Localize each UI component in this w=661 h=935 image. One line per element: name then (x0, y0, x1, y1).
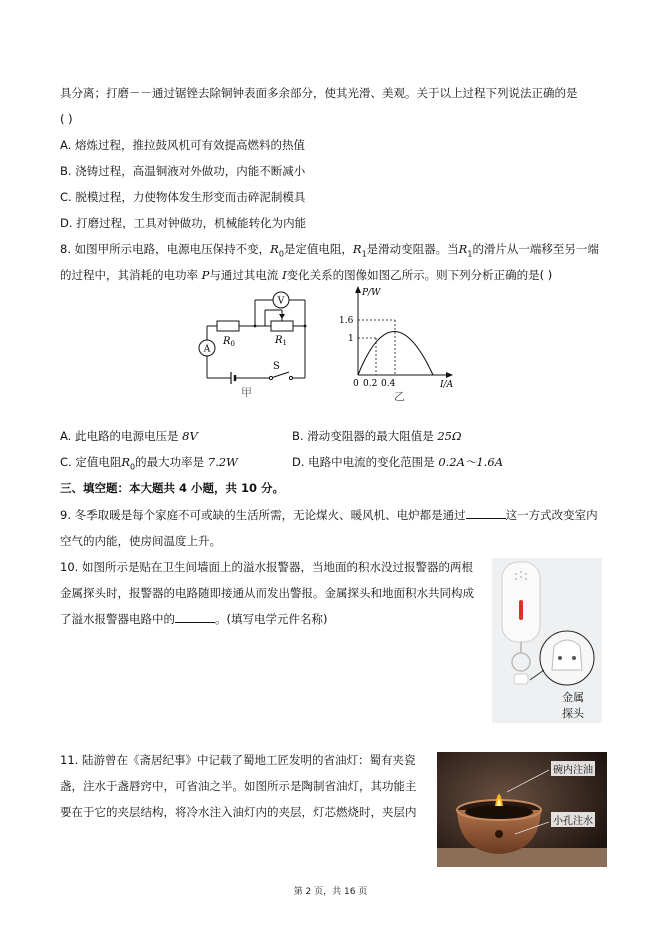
q8-stem-line-1: 8. 如图甲所示电路，电源电压保持不变，$R_0$是定值电阻，$R_1$是滑动变阻器。当$R_1$的滑片从一端移至另一端 (60, 242, 599, 259)
q7-option-b: B. 浇铸过程，高温铜液对外做功，内能不断减小 (60, 164, 306, 178)
q10-stem-line-3: 了溢水报警器电路中的 。(填写电学元件名称) (60, 612, 328, 626)
q11-stem-line-3: 要在于它的夹层结构，将冷水注入油灯内的夹层，灯芯燃烧时，夹层内 (60, 805, 417, 819)
q11-photo-label-1: 碗内注油 (551, 761, 595, 776)
graph-x-tick-0: 0 (353, 379, 359, 389)
switch-label: S (273, 361, 280, 372)
section-heading-fill-in: 三、填空题：本大题共 4 小题，共 10 分。 (60, 481, 285, 495)
q8-option-a: A. 此电路的电源电压是 8V (60, 429, 198, 443)
graph-caption: 乙 (394, 390, 405, 403)
graph-x-tick-0-4: 0.4 (381, 379, 396, 389)
q10-stem-line-2: 金属探头时，报警器的电路随即接通从而发出警报。金属探头和地面积水共同构成 (60, 586, 474, 600)
q8-option-c: C. 定值电阻$R_0$的最大功率是 7.2W (60, 455, 238, 472)
graph-y-axis-label: P/W (362, 288, 381, 298)
r1-label: $R_1$ (275, 335, 287, 347)
water-alarm-photo (492, 558, 602, 723)
q9-stem-line-1: 9. 冬季取暖是每个家庭不可或缺的生活所需，无论煤火、暖风机、电炉都是通过 这一方式改变室内 (60, 508, 598, 522)
q7-stem-line: 具分离；打磨－－通过锯锉去除铜钟表面多余部分，使其光滑、美观。关于以上过程下列说法正确的是 (60, 86, 578, 100)
graph-y-tick-1: 1 (348, 334, 354, 344)
q8-stem-line-2: 的过程中，其消耗的电功率 P与通过其电流 I变化关系的图像如图乙所示。则下列分析正确的是( ) (60, 268, 553, 282)
q8-option-b: B. 滑动变阻器的最大阻值是 25Ω (292, 429, 462, 443)
q9-answer-blank[interactable] (466, 507, 506, 519)
graph-x-tick-0-2: 0.2 (363, 379, 378, 389)
circuit-diagram (195, 288, 315, 400)
q7-option-a: A. 熔炼过程，推拉鼓风机可有效提高燃料的热值 (60, 138, 305, 152)
ammeter-label: A (203, 344, 211, 355)
q9-stem-line-2: 空气的内能，使房间温度上升。 (60, 534, 221, 548)
oil-lamp-photo (437, 752, 607, 867)
q7-option-d: D. 打磨过程，工具对钟做功，机械能转化为内能 (60, 216, 307, 230)
q7-option-c: C. 脱模过程，力使物体发生形变而击碎泥制模具 (60, 190, 306, 204)
q10-stem-line-1: 10. 如图所示是贴在卫生间墙面上的溢水报警器，当地面的积水没过报警器的两根 (60, 560, 473, 574)
r0-label: $R_0$ (223, 336, 235, 348)
voltmeter-label: V (277, 296, 285, 307)
circuit-caption: 甲 (241, 386, 252, 399)
q11-stem-line-2: 盏，注水于盏唇窍中，可省油之半。如图所示是陶制省油灯，其功能主 (60, 779, 417, 793)
water-alarm-illustration (492, 558, 602, 723)
power-current-graph (338, 283, 458, 403)
power-curve (358, 332, 433, 376)
graph-x-axis-label: I/A (440, 380, 454, 390)
q11-photo-label-2: 小孔注水 (551, 812, 595, 827)
q10-photo-label-1: 金属 (562, 691, 584, 704)
q11-stem-line-1: 11. 陆游曾在《斋居纪事》中记载了蜀地工匠发明的省油灯：蜀有夹瓷 (60, 753, 416, 767)
q7-answer-paren: ( ) (60, 112, 73, 126)
page-footer: 第 2 页，共 16 页 (293, 887, 368, 897)
q8-option-d: D. 电路中电流的变化范围是 0.2A～1.6A (292, 455, 504, 469)
q10-answer-blank[interactable] (175, 611, 215, 623)
q10-photo-label-2: 探头 (562, 707, 584, 720)
graph-y-tick-1-6: 1.6 (339, 316, 354, 326)
